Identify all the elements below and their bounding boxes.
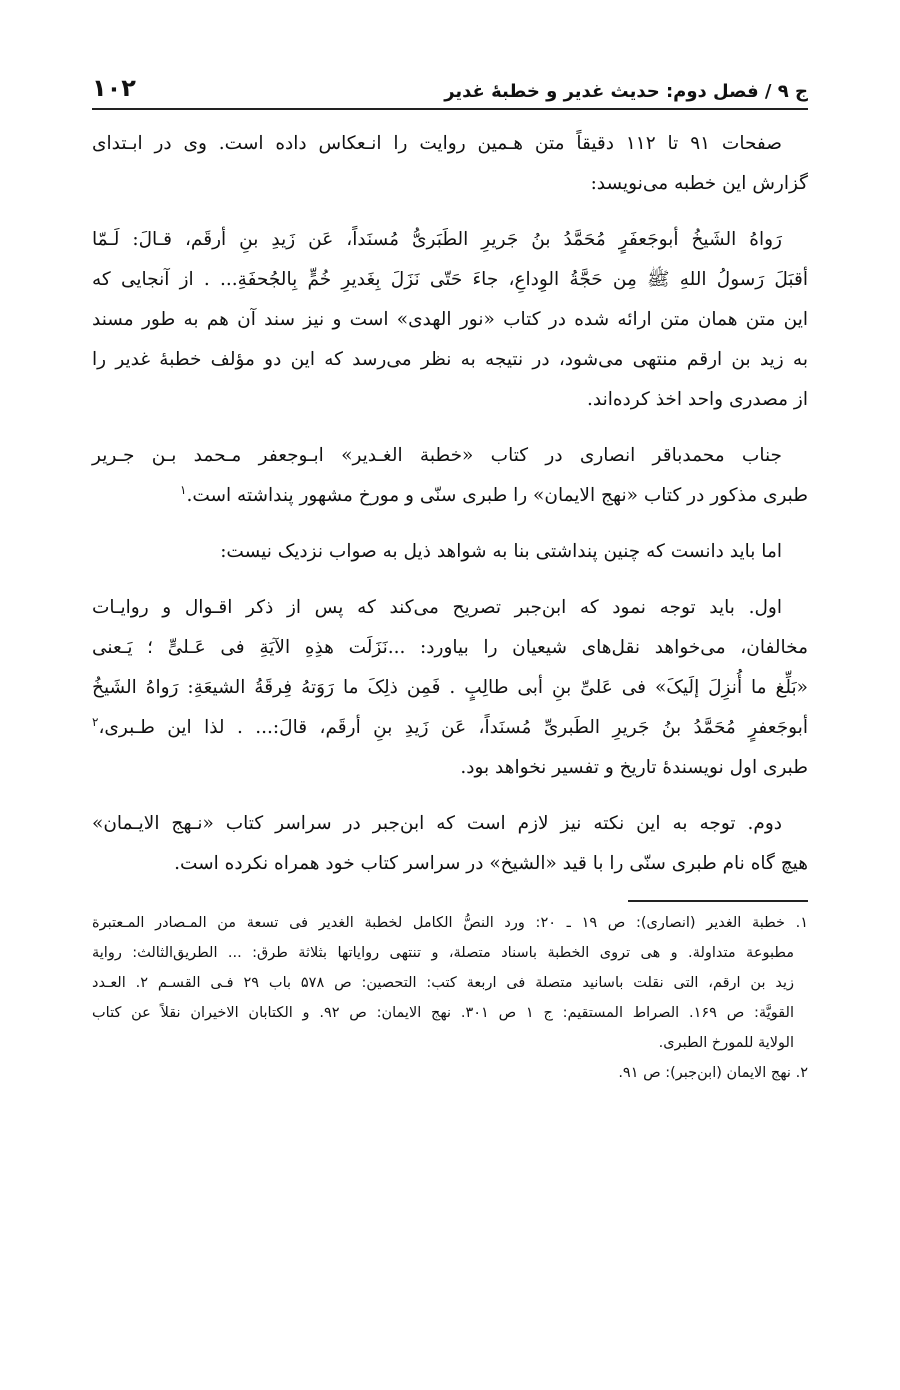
- text-line: مخالفان، می‌خواهد نقل‌های شیعیان را بیاورد: ...نَزَلَت هذِهِ الآیَةِ فی عَـلیٍّ ؛ یَـعنی: [92, 637, 808, 658]
- text-line: اما باید دانست که چنین پنداشتی بنا به شواهد ذیل به صواب نزدیک نیست:: [220, 541, 782, 562]
- text-line: این متن همان متن ارائه شده در کتاب «نور الهدی» است و نیز سند آن هم به طور مسند: [92, 309, 808, 330]
- book-page: [92, 62, 808, 1088]
- running-header: [92, 62, 808, 110]
- text-line: [92, 476, 808, 516]
- paragraph-3: [92, 436, 808, 516]
- text-line: رَواهُ الشَیخُ أبوجَعفَرٍ مُحَمَّدُ بنُ جَریرِ الطَبَریُّ مُسنَداً، عَن زَیدِ بنِ أرقَم، قـالَ: لَـمّا: [92, 229, 782, 250]
- footnote-line: زید بن ارقم، التی نقلت باسانید متصلة فی اربعة کتب: التحصین: ص ۵۷۸ باب ۲۹ فـی القسـم ۲. العـدد: [92, 975, 794, 991]
- footnote-line: ۱. خطبة الغدیر (انصاری): ص ۱۹ ـ ۲۰: ورد النصُّ الکامل لخطبة الغدیر فی تسعة من المـصادر المـعتبرة: [92, 915, 809, 931]
- text-line-content: أبوجَعفرٍ مُحَمَّدُ بنُ جَریرِ الطَبریِّ مُسنَداً، عَن زَیدِ بنِ أرقَم، قالَ:... . لذا این طـبری،: [98, 717, 808, 738]
- text-line: «بَلِّغ ما أُنزِلَ إلَیکَ» فی عَلیِّ بنِ أبی طالِبٍ . فَمِن ذلِکَ ما رَوَتهُ فِرقَةُ الشیعَةِ: رَواهُ الشَیخُ: [92, 677, 808, 698]
- paragraph-6: [92, 804, 808, 884]
- footnote-2: [92, 1058, 808, 1088]
- text-line: طبری اول نویسندهٔ تاریخ و تفسیر نخواهد بود.: [460, 757, 808, 778]
- footnote-line: القویَّة: ص ۱۶۹. الصراط المستقیم: ج ۱ ص ۳۰۱. نهج الایمان: ص ۹۲. و الکتابان الاخیران نقلاً عن کتاب: [92, 1005, 794, 1021]
- text-line: از مصدری واحد اخذ کرده‌اند.: [586, 389, 808, 410]
- footnote-divider: [628, 900, 808, 902]
- footnote-line: مطبوعة متداولة. و هی تروی الخطبة باسناد متصلة، و تنتهی روایاتها بثلاثة طرق: ... الطریق‌الثالث: روایة: [92, 945, 794, 961]
- chapter-title: ج ۹ / فصل دوم: حدیث غدیر و خطبهٔ غدیر: [444, 81, 808, 102]
- text-line-content: طبری مذکور در کتاب «نهج الایمان» را طبری سنّی و مورخ مشهور پنداشته است.: [186, 485, 808, 506]
- text-line: به زید بن ارقم منتهی می‌شود، در نتیجه به نظر می‌رسد که این دو مؤلف خطبهٔ غدیر را: [92, 349, 808, 370]
- text-line: صفحات ۹۱ تا ۱۱۲ دقیقاً متن هـمین روایت را انـعکاس داده است. وی در ابـتدای: [92, 133, 782, 154]
- text-line: گزارش این خطبه می‌نویسد:: [590, 173, 808, 194]
- footnote-marker-2[interactable]: ۲: [92, 714, 99, 729]
- paragraph-5: [92, 588, 808, 788]
- footnote-line: ۲. نهج الایمان (ابن‌جبر): ص ۹۱.: [618, 1065, 808, 1081]
- paragraph-4: [92, 532, 808, 572]
- text-line: اول. باید توجه نمود که ابن‌جبر تصریح می‌کند که پس از ذکر اقـوال و روایـات: [92, 597, 782, 618]
- text-line: [92, 708, 808, 748]
- text-line: جناب محمدباقر انصاری در کتاب «خطبة الغـدیر» ابـوجعفر مـحمد بـن جـریر: [92, 445, 782, 466]
- footnotes: [92, 908, 808, 1088]
- body-text: [92, 124, 808, 884]
- text-line: دوم. توجه به این نکته نیز لازم است که ابن‌جبر در سراسر کتاب «نـهج الایـمان»: [92, 813, 782, 834]
- page-number: ۱۰۲: [92, 74, 136, 102]
- paragraph-1: [92, 124, 808, 204]
- text-line: هیچ گاه نام طبری سنّی را با قید «الشیخ» در سراسر کتاب خود همراه نکرده است.: [174, 853, 808, 874]
- footnote-line: الولایة للمورخ الطبری.: [658, 1035, 794, 1051]
- paragraph-2: [92, 220, 808, 420]
- text-line: أقبَلَ رَسولُ اللهِ ﷺ مِن حَجَّةُ الوِداعِ، جاءَ حَتّی نَزَلَ بِغَدیرِ خُمٍّ بِالجُحفَةِ... . از آنجایی که: [92, 269, 808, 290]
- footnote-marker-1[interactable]: ۱: [180, 482, 187, 497]
- footnote-1: [92, 908, 808, 1058]
